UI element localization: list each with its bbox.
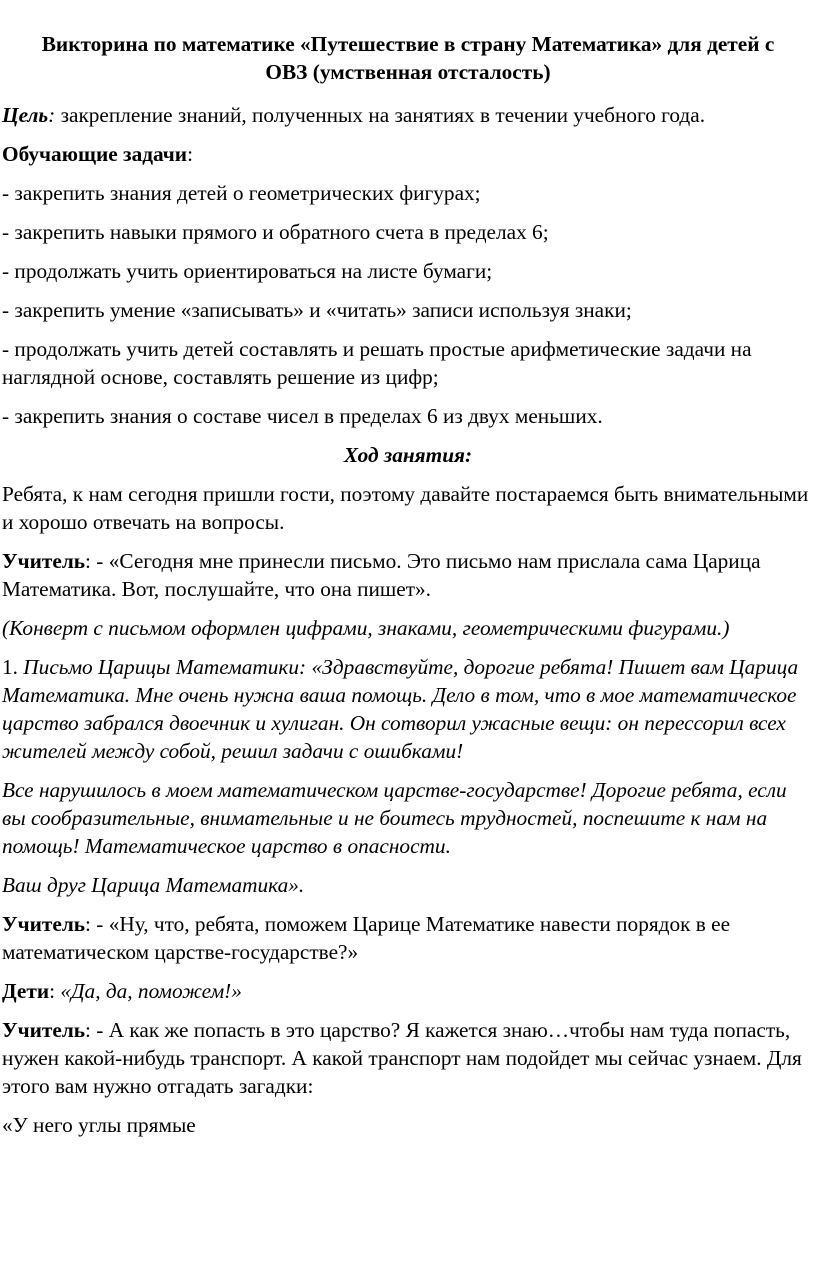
children-colon: : (49, 979, 61, 1003)
teacher-text: : - «Сегодня мне принесли письмо. Это письмо нам прислала сама Царица Математика. Вот, послушайте, что она пишет». (2, 549, 761, 601)
task-item: - закрепить знания детей о геометрических фигурах; (2, 181, 481, 205)
children-line (2, 977, 814, 1005)
task-item: - продолжать учить ориентироваться на листе бумаги; (2, 259, 493, 283)
task-item: - закрепить навыки прямого и обратного счета в пределах 6; (2, 220, 549, 244)
task-item: - закрепить умение «записывать» и «читать» записи используя знаки; (2, 298, 632, 322)
teacher-line-3 (2, 1016, 814, 1100)
goal-label: Цель (2, 103, 49, 127)
goal-colon: : (48, 103, 56, 127)
tasks-colon: : (187, 142, 193, 166)
lesson-heading: Ход занятия: (343, 443, 473, 467)
tasks-label: Обучающие задачи (2, 142, 188, 166)
letter-paragraph (2, 653, 814, 765)
teacher-speaker: Учитель (2, 549, 86, 573)
goal-paragraph (2, 101, 814, 129)
letter-number: 1. (2, 655, 24, 679)
task-item: - продолжать учить детей составлять и решать простые арифметические задачи на наглядной основе, составлять решение из цифр; (2, 337, 752, 389)
teacher-speaker: Учитель (2, 1018, 86, 1042)
goal-text: закрепление знаний, полученных на занятиях в течении учебного года. (55, 103, 706, 127)
teacher-line-2 (2, 910, 814, 966)
teacher-speaker: Учитель (2, 912, 86, 936)
envelope-note: (Конверт с письмом оформлен цифрами, знаками, геометрическими фигурами.) (2, 616, 730, 640)
children-speaker: Дети (2, 979, 50, 1003)
teacher-text: : - «Ну, что, ребята, поможем Царице Математике навести порядок в ее математическом царстве-государстве?» (2, 912, 731, 964)
teacher-line-1 (2, 547, 814, 603)
letter-signature: Ваш друг Царица Математика». (2, 873, 305, 897)
tasks-heading (2, 140, 814, 168)
letter-paragraph-2: Все нарушилось в моем математическом царстве-государстве! Дорогие ребята, если вы сообразительные, внимательные и не боитесь трудностей, поспешите к нам на помощь! Математическое царство в опасности. (2, 778, 787, 858)
task-item: - закрепить знания о составе чисел в пределах 6 из двух меньших. (2, 404, 603, 428)
document-title: Викторина по математике «Путешествие в страну Математика» для детей с ОВЗ (умственная отсталость) (41, 32, 775, 84)
intro-paragraph: Ребята, к нам сегодня пришли гости, поэтому давайте постараемся быть внимательными и хорошо отвечать на вопросы. (2, 482, 809, 534)
children-text: «Да, да, поможем!» (60, 979, 242, 1003)
riddle-line: «У него углы прямые (2, 1113, 196, 1137)
letter-text: Письмо Царицы Математики: «Здравствуйте, дорогие ребята! Пишет вам Царица Математика. Мне очень нужна ваша помощь. Дело в том, что в мое математическое царство забрался двоечник и хулиган. Он сотворил ужасные вещи: он перессорил всех жителей между собой, решил задачи с ошибками! (2, 655, 799, 763)
teacher-text: : - А как же попасть в это царство? Я кажется знаю…чтобы нам туда попасть, нужен какой-нибудь транспорт. А какой транспорт нам подойдет мы сейчас узнаем. Для этого вам нужно отгадать загадки: (2, 1018, 802, 1098)
